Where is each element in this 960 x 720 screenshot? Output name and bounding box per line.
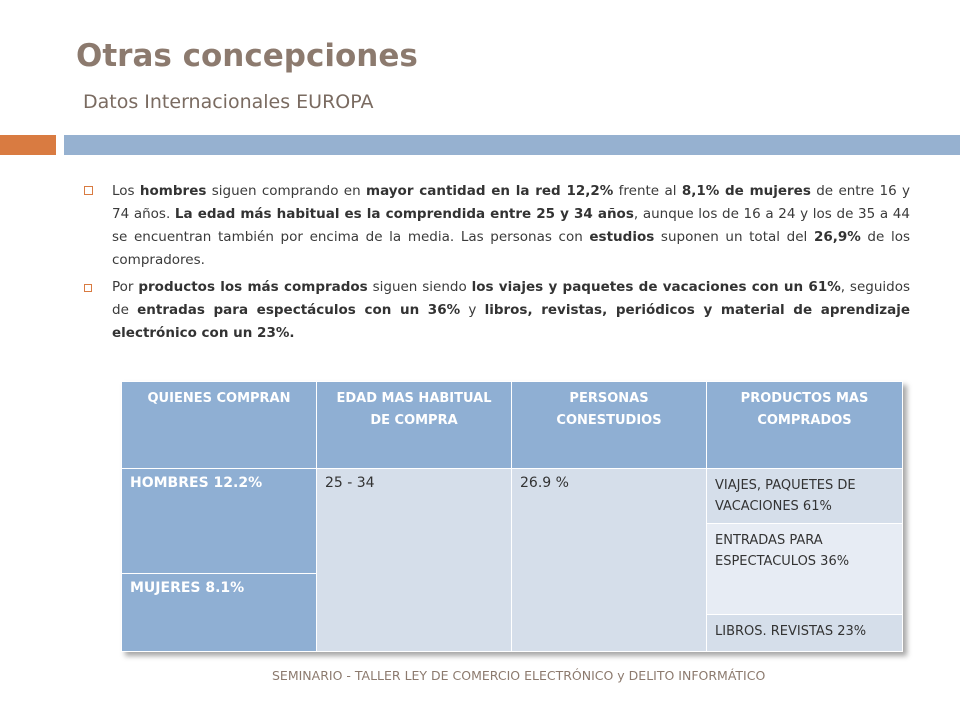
buyers-table	[121, 381, 903, 652]
paragraph-segment: 8,1% de mujeres	[681, 183, 811, 199]
paragraph-segment: frente al	[613, 183, 682, 199]
square-bullet-icon	[84, 186, 93, 195]
paragraph-segment: los viajes y paquetes de vacaciones con un 61%	[471, 279, 841, 295]
paragraph-segment: , seguidos de	[112, 279, 910, 318]
paragraph-segment: entradas para espectáculos con un 36%	[137, 302, 461, 318]
cell-producto-viajes: VIAJES, PAQUETES DE VACACIONES 61%	[707, 469, 903, 524]
paragraph-segment: , aunque los de 16 a 24 y los de 35 a 44 se encuentran también por encima de la media. Las personas con	[112, 206, 910, 245]
header-productos: PRODUCTOS MAS COMPRADOS	[707, 382, 903, 469]
paragraph-segment: estudios	[589, 229, 655, 245]
cell-edad: 25 - 34	[317, 469, 512, 652]
paragraph-segment: hombres	[139, 183, 207, 199]
cell-mujeres: MUJERES 8.1%	[122, 574, 317, 652]
paragraph-segment: siguen siendo	[367, 279, 472, 295]
body-text	[84, 180, 910, 349]
paragraph-segment: mayor cantidad en la red 12,2%	[366, 183, 614, 199]
paragraph-segment: La edad más habitual es la comprendida entre 25 y 34 años	[174, 206, 634, 222]
table-row	[122, 469, 903, 524]
paragraph-segment: de los compradores.	[112, 229, 910, 268]
slide-subtitle: Datos Internacionales EUROPA	[83, 91, 374, 113]
accent-bar-orange	[0, 135, 56, 155]
paragraph-segment: Por	[112, 279, 139, 295]
paragraph-segment: libros, revistas, periódicos y material de aprendizaje electrónico con un 23%.	[112, 302, 910, 341]
header-quienes-compran: QUIENES COMPRAN	[122, 382, 317, 469]
cell-producto-entradas: ENTRADAS PARA ESPECTACULOS 36%	[707, 524, 903, 615]
table-header-row	[122, 382, 903, 469]
accent-bar-blue	[64, 135, 960, 155]
cell-producto-libros: LIBROS. REVISTAS 23%	[707, 615, 903, 652]
square-bullet-icon	[84, 284, 92, 292]
paragraph-segment: siguen comprando en	[206, 183, 366, 199]
paragraph-segment: productos los más comprados	[138, 279, 368, 295]
footer-text: SEMINARIO - TALLER LEY DE COMERCIO ELECTRÓNICO y DELITO INFORMÁTICO	[272, 668, 766, 683]
paragraph-segment: de entre 16 y 74 años.	[112, 183, 910, 222]
paragraph-segment: suponen un total del	[654, 229, 814, 245]
paragraph-segment: y	[460, 302, 485, 318]
header-edad: EDAD MAS HABITUAL DE COMPRA	[317, 382, 512, 469]
header-estudios: PERSONAS CONESTUDIOS	[512, 382, 707, 469]
paragraph-1-text	[112, 183, 910, 268]
cell-hombres: HOMBRES 12.2%	[122, 469, 317, 574]
paragraph-1	[84, 180, 910, 272]
slide-title: Otras concepciones	[76, 38, 418, 74]
paragraph-segment: Los	[112, 183, 140, 199]
paragraph-segment: 26,9%	[813, 229, 861, 245]
cell-estudios: 26.9 %	[512, 469, 707, 652]
paragraph-2	[84, 276, 910, 345]
paragraph-2-text	[112, 279, 910, 341]
